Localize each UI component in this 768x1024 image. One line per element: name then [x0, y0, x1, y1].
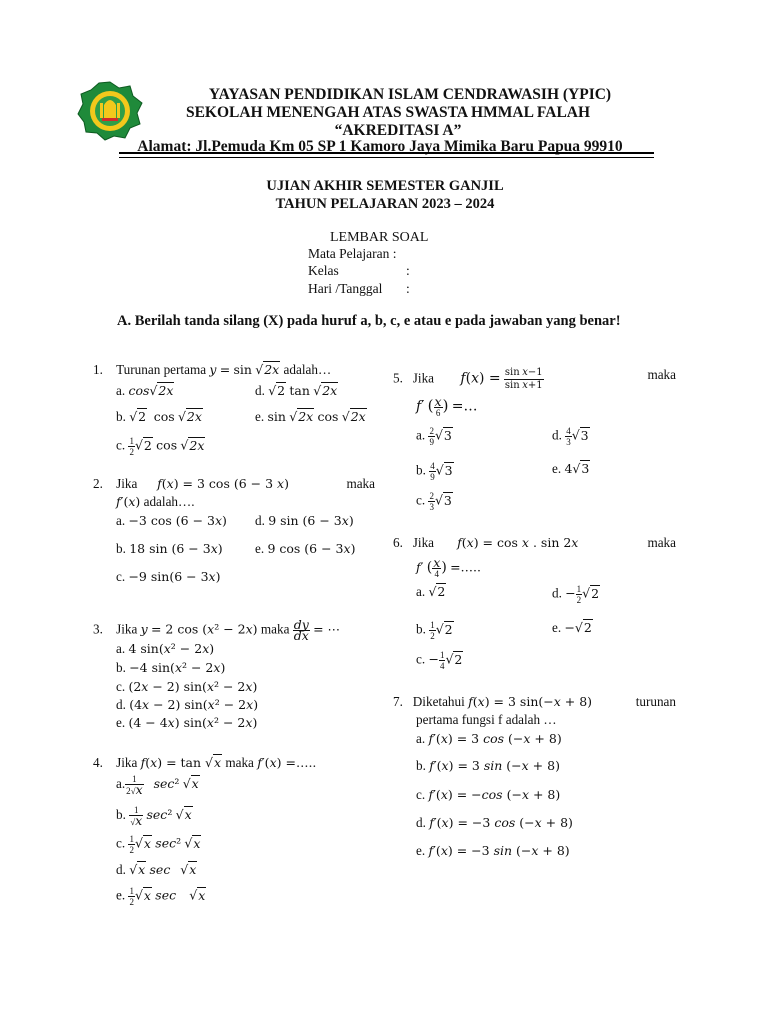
q2-option-a[interactable]: a. −3 cos (6 − 3x) [116, 513, 227, 528]
question-7: 7. Diketahui f(x) = 3 sin(−x + 8) turunan [393, 694, 676, 709]
q7-option-b[interactable]: b. f′(x) = 3 sin (−x + 8) [416, 758, 560, 773]
q7-option-c[interactable]: c. f′(x) = −cos (−x + 8) [416, 787, 561, 802]
q2-option-c[interactable]: c. −9 sin(6 − 3x) [116, 569, 221, 584]
date-field: Hari /Tanggal : [308, 281, 410, 296]
q5-option-b[interactable]: b. $\frac{4}{9}$ √3 [416, 461, 453, 482]
q3-option-e[interactable]: e. (4 − 4x) sin(x² − 2x) [116, 715, 258, 730]
q4-option-e[interactable]: e. $\frac{1}{2}$ √x sec √x [116, 886, 206, 907]
q6-option-c[interactable]: c. − $\frac{1}{4}$ √2 [416, 650, 463, 671]
q5-option-a[interactable]: a. $\frac{2}{9}$ √3 [416, 426, 452, 447]
q7-option-d[interactable]: d. f′(x) = −3 cos (−x + 8) [416, 815, 573, 830]
exam-title: UJIAN AKHIR SEMESTER GANJIL [266, 178, 504, 194]
section-instruction: A. Berilah tanda silang (X) pada huruf a, b, c, e atau e pada jawaban yang benar! [117, 313, 621, 329]
q4-option-d[interactable]: d. √x sec √x [116, 862, 197, 877]
question-5-line2: f′ ( x 6 ) =… [416, 394, 478, 418]
question-6: 6. Jika f(x) = cos x . sin 2x maka [393, 535, 676, 550]
exam-year: TAHUN PELAJARAN 2023 – 2024 [275, 196, 495, 212]
header-rule-thin [119, 157, 654, 158]
q2-option-b[interactable]: b. 18 sin (6 − 3x) [116, 541, 223, 556]
question-5: 5. Jika f(x) = $\frac{\text{sin x−1}}{\text{sin x+1}}$ maka [393, 367, 676, 391]
q5-option-d[interactable]: d. $\frac{4}{3}$ √3 [552, 426, 589, 447]
q4-option-b[interactable]: b. $\frac{1}{√x}$ sec² √x [116, 805, 192, 828]
question-3: 3. Jika y = 2 cos (x² − 2x) maka $\frac{dy}{dx}$ = ⋯ [93, 617, 341, 643]
sheet-label: LEMBAR SOAL [330, 230, 429, 245]
q1-option-d[interactable]: d. √2 tan √2x [255, 383, 338, 398]
q4-option-c[interactable]: c. $\frac{1}{2}$ √x sec² √x [116, 834, 201, 855]
question-4: 4. Jika f(x) = tan √x maka f′(x) =….. [93, 755, 317, 770]
question-2-line2: f′(x) adalah…. [116, 494, 195, 509]
q1-option-c[interactable]: c. $\frac{1}{2}$ √2 cos √2x [116, 436, 205, 457]
question-6-line2: f′ ( x 4 ) =….. [416, 555, 481, 579]
header-rule-thick [119, 152, 654, 154]
q5-option-c[interactable]: c. $\frac{2}{3}$ √3 [416, 491, 452, 512]
subject-field: Mata Pelajaran : [308, 246, 397, 261]
q2-option-d[interactable]: d. 9 sin (6 − 3x) [255, 513, 354, 528]
q1-option-a[interactable]: a. cos√2x [116, 383, 174, 398]
q7-option-e[interactable]: e. f′(x) = −3 sin (−x + 8) [416, 843, 570, 858]
foundation-name: YAYASAN PENDIDIKAN ISLAM CENDRAWASIH (YPIC) [208, 86, 612, 103]
accreditation: “AKREDITASI A” [334, 122, 462, 139]
question-7-line2: pertama fungsi f adalah … [416, 712, 557, 727]
school-address: Alamat: Jl.Pemuda Km 05 SP 1 Kamoro Jaya Mimika Baru Papua 99910 [137, 138, 623, 155]
q1-option-b[interactable]: b. √2 cos √2x [116, 409, 202, 424]
q5-option-e[interactable]: e. 4√3 [552, 461, 590, 476]
q4-option-a[interactable]: a. $\frac{1}{2√x}$ sec² √x [116, 774, 199, 797]
q6-option-b[interactable]: b. $\frac{1}{2}$ √2 [416, 620, 453, 641]
q6-option-e[interactable]: e. −√2 [552, 620, 592, 635]
q3-option-b[interactable]: b. −4 sin(x² − 2x) [116, 660, 226, 675]
school-name: SEKOLAH MENENGAH ATAS SWASTA HMMAL FALAH [185, 104, 591, 121]
q6-option-a[interactable]: a. √2 [416, 584, 446, 599]
question-1: 1. Turunan pertama y = sin √2x adalah… [93, 362, 332, 377]
class-field: Kelas : [308, 263, 410, 278]
q3-option-a[interactable]: a. 4 sin(x² − 2x) [116, 641, 215, 656]
q6-option-d[interactable]: d. − $\frac{1}{2}$ √2 [552, 584, 600, 605]
q2-option-e[interactable]: e. 9 cos (6 − 3x) [255, 541, 356, 556]
q1-option-e[interactable]: e. sin √2x cos √2x [255, 409, 366, 424]
q3-option-c[interactable]: c. (2x − 2) sin(x² − 2x) [116, 679, 258, 694]
q7-option-a[interactable]: a. f′(x) = 3 cos (−x + 8) [416, 731, 562, 746]
q3-option-d[interactable]: d. (4x − 2) sin(x² − 2x) [116, 697, 259, 712]
question-2: 2. Jika f(x) = 3 cos (6 − 3 x) maka [93, 476, 375, 491]
